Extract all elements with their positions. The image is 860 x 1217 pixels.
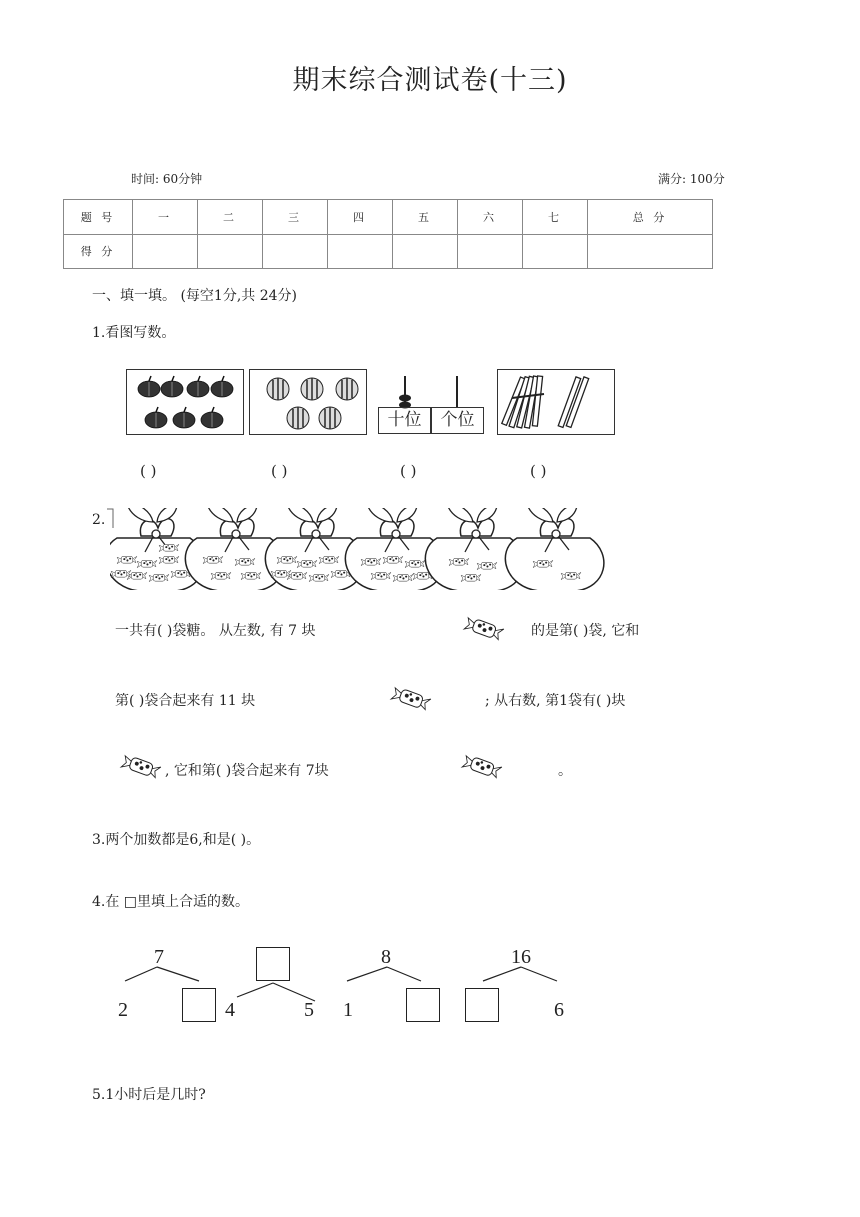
page-title: 期末综合测试卷(十三) <box>292 65 568 96</box>
time-limit: 时间: 60分钟 <box>131 172 203 186</box>
bond-number: 6 <box>554 999 564 1021</box>
watermelon-icons <box>250 370 366 434</box>
score-cell[interactable] <box>328 234 393 269</box>
bond-number: 8 <box>381 946 391 968</box>
score-cell[interactable] <box>393 234 458 269</box>
score-label-cell: 得 分 <box>64 234 133 269</box>
answer-box[interactable] <box>465 988 499 1022</box>
pumpkin-icons <box>127 370 243 434</box>
abacus-tens-label: 十位 <box>378 407 431 434</box>
answer-box[interactable] <box>406 988 440 1022</box>
candy-icon <box>458 748 506 786</box>
answer-blank-4[interactable]: ( ) <box>530 462 547 480</box>
header-cell: 题 号 <box>64 200 133 235</box>
question-2-label: 2. <box>92 512 106 528</box>
question-3: 3.两个加数都是6,和是( )。 <box>92 832 261 848</box>
candy-icon <box>117 748 165 786</box>
section-heading: 一、填一填。 (每空1分,共 24分) <box>92 288 297 304</box>
bond-number: 2 <box>118 999 128 1021</box>
header-cell: 六 <box>458 200 523 235</box>
answer-blank-3[interactable]: ( ) <box>400 462 417 480</box>
bundle-sticks-icon <box>498 370 614 434</box>
q2-line1-text-b: 的是第( )袋, 它和 <box>531 623 640 639</box>
answer-blank-2[interactable]: ( ) <box>271 462 288 480</box>
candy-bags-row <box>110 508 605 590</box>
answer-blank-1[interactable]: ( ) <box>140 462 157 480</box>
q2-line1-text-a: 一共有( )袋糖。 从左数, 有 7 块 <box>115 623 316 639</box>
abacus-ones-label: 个位 <box>431 407 484 434</box>
header-cell: 二 <box>198 200 263 235</box>
header-cell: 四 <box>328 200 393 235</box>
full-score: 满分: 100分 <box>658 172 725 186</box>
header-cell: 三 <box>263 200 328 235</box>
candy-bag-6 <box>505 508 604 590</box>
question-1-label: 1.看图写数。 <box>92 325 176 341</box>
score-cell[interactable] <box>263 234 328 269</box>
bond-number: 16 <box>511 946 531 968</box>
sticks-picture <box>497 369 615 435</box>
q2-line3-text-a: , 它和第( )袋合起来有 7块 <box>165 763 329 779</box>
pumpkins-picture <box>126 369 244 435</box>
header-cell: 五 <box>393 200 458 235</box>
score-table <box>63 199 713 269</box>
header-cell: 七 <box>523 200 588 235</box>
score-cell[interactable] <box>523 234 588 269</box>
q2-line2-text-a: 第( )袋合起来有 11 块 <box>115 693 256 709</box>
candy-icon <box>387 680 435 718</box>
bond-number: 5 <box>304 999 314 1021</box>
score-cell[interactable] <box>198 234 263 269</box>
bond-number: 7 <box>154 946 164 968</box>
watermelons-picture <box>249 369 367 435</box>
question-4-label: 4.在 □里填上合适的数。 <box>92 894 250 910</box>
q2-line3-text-b: 。 <box>558 763 572 779</box>
answer-box[interactable] <box>182 988 216 1022</box>
question-5: 5.1小时后是几时? <box>92 1087 206 1103</box>
bond-number: 1 <box>343 999 353 1021</box>
q2-line2-text-b: ; 从右数, 第1袋有( )块 <box>485 693 626 709</box>
header-cell: 总 分 <box>588 200 713 235</box>
answer-box[interactable] <box>256 947 290 981</box>
score-cell[interactable] <box>458 234 523 269</box>
score-cell[interactable] <box>133 234 198 269</box>
header-cell: 一 <box>133 200 198 235</box>
candy-icon <box>460 610 508 648</box>
bond-number: 4 <box>225 999 235 1021</box>
score-cell[interactable] <box>588 234 713 269</box>
